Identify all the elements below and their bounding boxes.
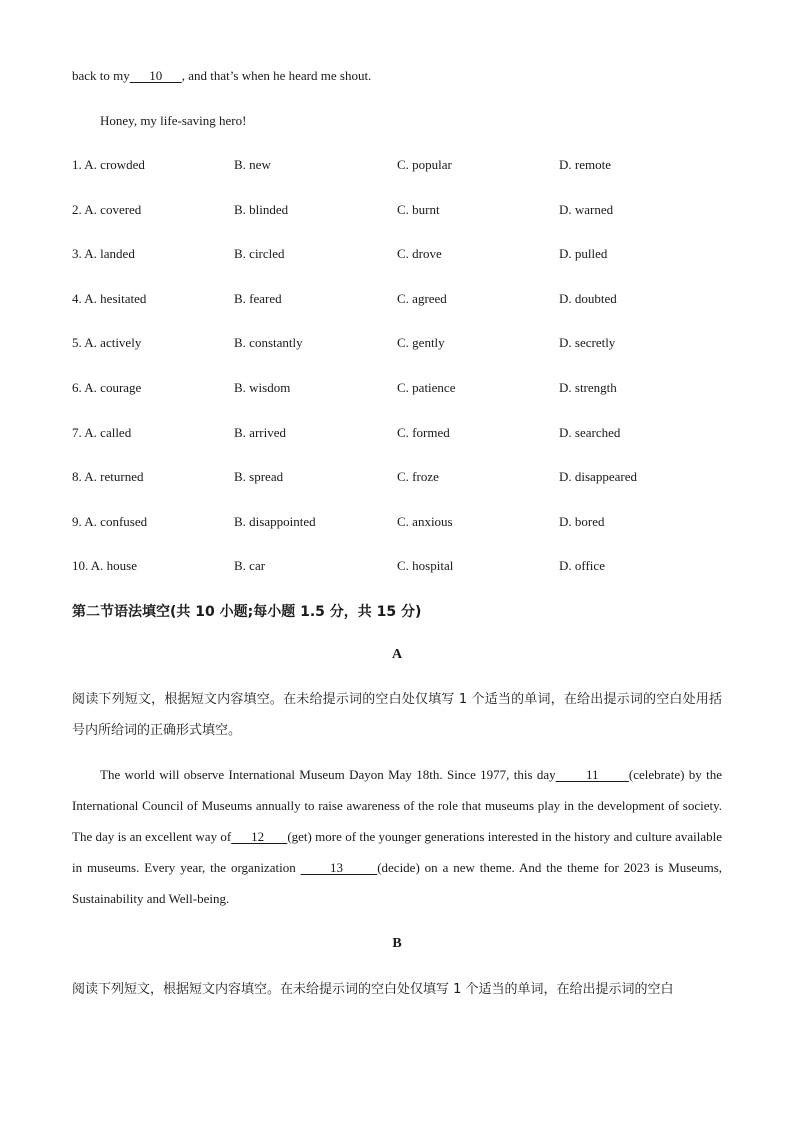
- option-b[interactable]: B. spread: [234, 469, 284, 484]
- intro-text-before: back to my: [72, 68, 130, 83]
- blank-13[interactable]: 13: [300, 860, 378, 875]
- option-row-3: [0, 245, 794, 263]
- option-d[interactable]: D. pulled: [559, 246, 608, 261]
- option-row-8: [0, 468, 794, 486]
- intro-text-after: , and that’s when he heard me shout.: [181, 68, 372, 83]
- option-d[interactable]: D. office: [559, 558, 605, 573]
- passage-a-text-3: (get) more of the younger generations interested in the history and culture available in museums. Every year, the organization: [72, 829, 723, 875]
- option-d[interactable]: D. bored: [559, 514, 605, 529]
- option-a[interactable]: 1. A. crowded: [72, 157, 145, 172]
- option-row-4: [0, 290, 794, 308]
- option-a[interactable]: 9. A. confused: [72, 514, 148, 529]
- passage-a-text-2: (celebrate) by the International Council of Museums annually to raise awareness of the role that museums play in the development of society. The day is an excellent way of: [72, 767, 722, 844]
- option-d[interactable]: D. searched: [559, 425, 621, 440]
- option-c[interactable]: C. agreed: [397, 291, 447, 306]
- option-d[interactable]: D. secretly: [559, 335, 616, 350]
- option-row-5: [0, 334, 794, 352]
- option-c[interactable]: C. formed: [397, 425, 450, 440]
- option-c[interactable]: C. burnt: [397, 202, 440, 217]
- option-c[interactable]: C. gently: [397, 335, 445, 350]
- option-a[interactable]: 10. A. house: [72, 558, 137, 573]
- option-d[interactable]: D. doubted: [559, 291, 617, 306]
- passage-a-text-1: The world will observe International Museum Dayon May 18th. Since 1977, this day: [100, 767, 556, 782]
- blank-10[interactable]: 10: [129, 68, 182, 83]
- option-row-1: [0, 156, 794, 174]
- option-row-9: [0, 513, 794, 531]
- option-a[interactable]: 2. A. covered: [72, 202, 142, 217]
- intro-line: [72, 67, 371, 85]
- blank-12[interactable]: 12: [231, 829, 288, 844]
- option-c[interactable]: C. froze: [397, 469, 439, 484]
- option-b[interactable]: B. new: [234, 157, 271, 172]
- option-row-6: [0, 379, 794, 397]
- option-c[interactable]: C. anxious: [397, 514, 453, 529]
- option-d[interactable]: D. warned: [559, 202, 614, 217]
- option-b[interactable]: B. constantly: [234, 335, 303, 350]
- option-c[interactable]: C. hospital: [397, 558, 454, 573]
- option-c[interactable]: C. drove: [397, 246, 442, 261]
- blank-11[interactable]: 11: [555, 767, 629, 782]
- option-a[interactable]: 7. A. called: [72, 425, 132, 440]
- passage-a-text-4: (decide) on a new theme. And the theme for 2023 is Museums, Sustainability and Well-being.: [72, 860, 722, 906]
- option-a[interactable]: 3. A. landed: [72, 246, 135, 261]
- option-a[interactable]: 5. A. actively: [72, 335, 142, 350]
- option-b[interactable]: B. disappointed: [234, 514, 316, 529]
- instructions-a: 阅读下列短文，根据短文内容填空。在未给提示词的空白处仅填写 1 个适当的单词，在给出提示词的空白处用括号内所给词的正确形式填空。: [72, 692, 722, 738]
- option-b[interactable]: B. arrived: [234, 425, 286, 440]
- part-b-label: B: [392, 936, 402, 951]
- option-a[interactable]: 4. A. hesitated: [72, 291, 147, 306]
- option-b[interactable]: B. circled: [234, 246, 285, 261]
- option-c[interactable]: C. popular: [397, 157, 452, 172]
- option-b[interactable]: B. feared: [234, 291, 282, 306]
- option-d[interactable]: D. strength: [559, 380, 617, 395]
- option-d[interactable]: D. remote: [559, 157, 611, 172]
- option-row-7: [0, 424, 794, 442]
- honey-line: Honey, my life-saving hero!: [100, 113, 247, 128]
- option-d[interactable]: D. disappeared: [559, 469, 637, 484]
- option-row-2: [0, 201, 794, 219]
- option-row-10: [0, 557, 794, 575]
- option-a[interactable]: 8. A. returned: [72, 469, 144, 484]
- section-2-title: 第二节语法填空(共 10 小题;每小题 1.5 分，共 15 分): [72, 604, 422, 620]
- part-a-label: A: [391, 647, 403, 662]
- option-b[interactable]: B. blinded: [234, 202, 289, 217]
- instructions-b: 阅读下列短文，根据短文内容填空。在未给提示词的空白处仅填写 1 个适当的单词，在给出提示词的空白: [72, 982, 674, 997]
- option-a[interactable]: 6. A. courage: [72, 380, 142, 395]
- option-b[interactable]: B. car: [234, 558, 266, 573]
- option-c[interactable]: C. patience: [397, 380, 456, 395]
- option-b[interactable]: B. wisdom: [234, 380, 291, 395]
- passage-a: [72, 759, 722, 914]
